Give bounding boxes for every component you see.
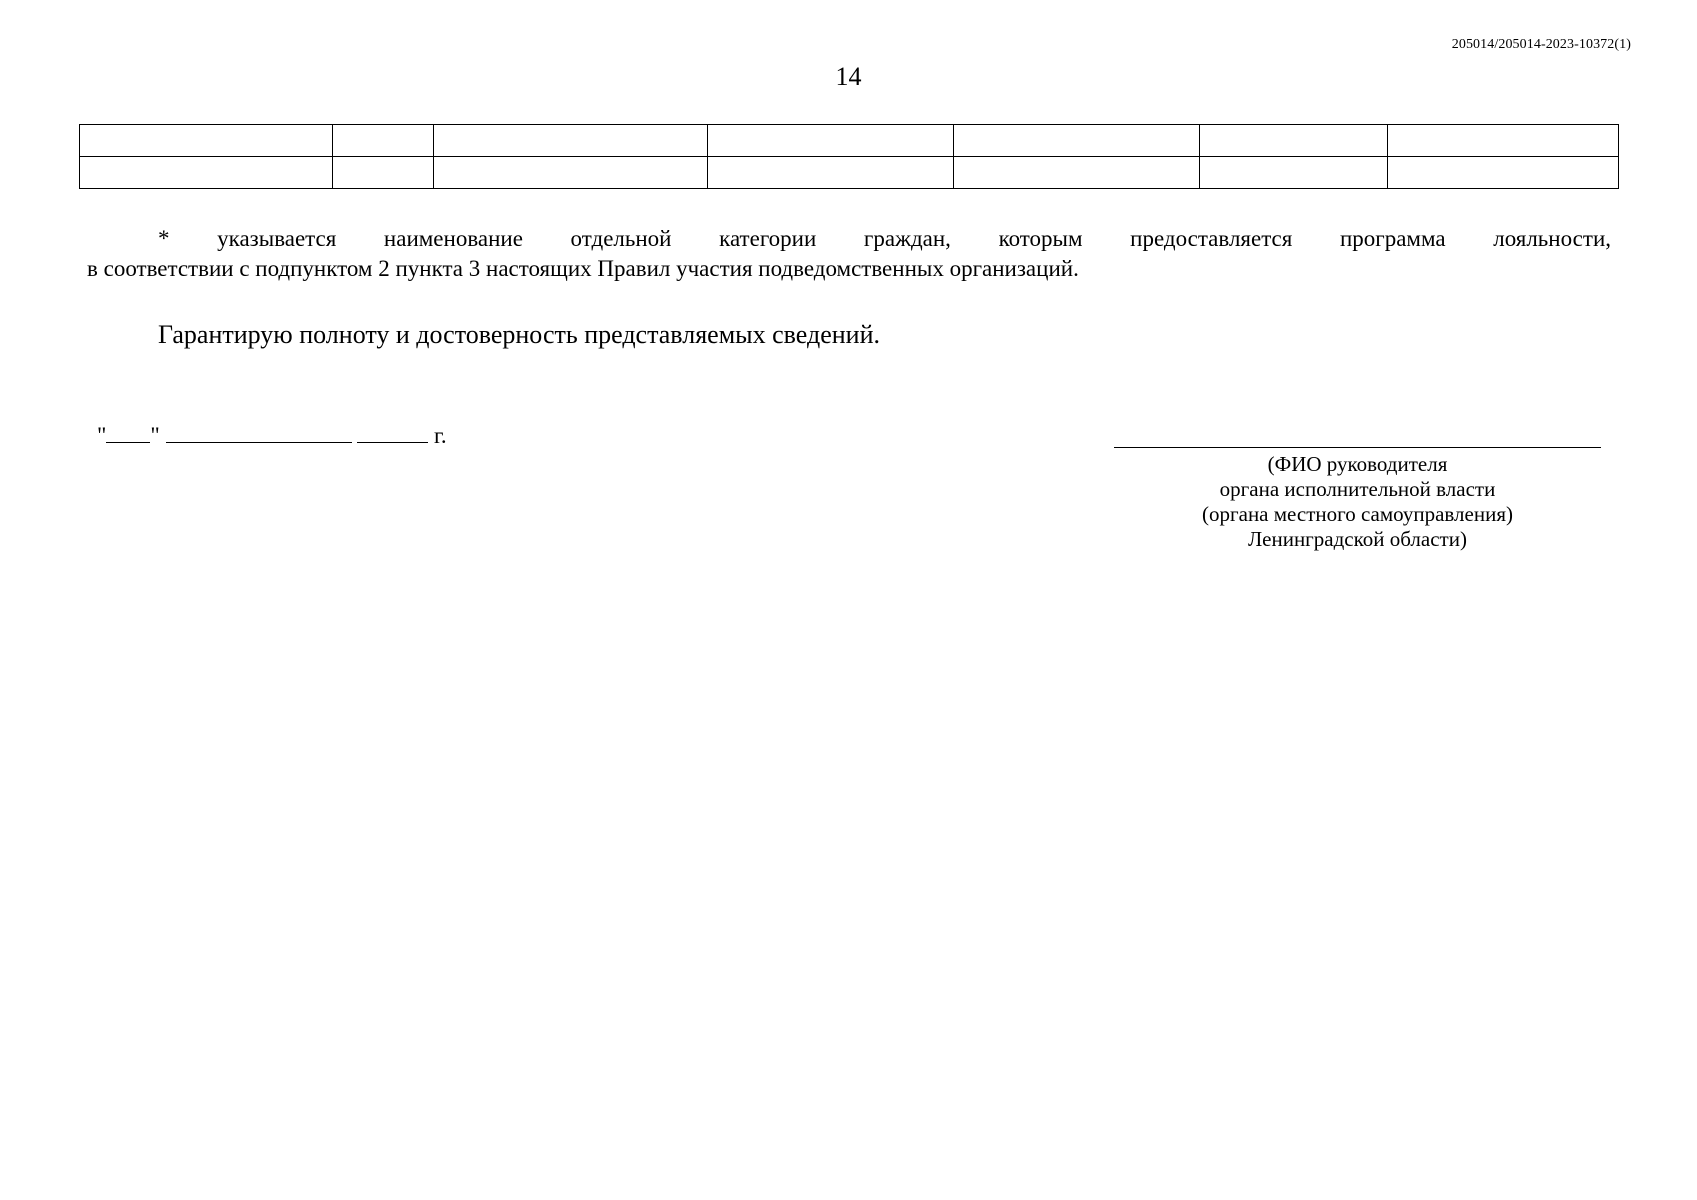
table-cell bbox=[434, 157, 708, 189]
signature-caption-line: органа исполнительной власти bbox=[1219, 477, 1496, 501]
signature-caption-line: (ФИО руководителя bbox=[1267, 452, 1448, 476]
date-open-quote: " bbox=[97, 423, 107, 448]
table-cell bbox=[708, 125, 954, 157]
date-field bbox=[97, 420, 447, 449]
day-blank bbox=[106, 420, 150, 443]
data-table bbox=[79, 124, 1619, 189]
table-cell bbox=[954, 125, 1200, 157]
signature-caption-line: (органа местного самоуправления) bbox=[1202, 502, 1513, 526]
page-number: 14 bbox=[835, 62, 862, 91]
table-cell bbox=[434, 125, 708, 157]
table-cell bbox=[333, 125, 434, 157]
guarantee-statement: Гарантирую полноту и достоверность представляемых сведений. bbox=[158, 320, 881, 349]
date-close-quote: " bbox=[150, 423, 160, 448]
table-cell bbox=[80, 157, 333, 189]
table-row bbox=[80, 125, 1619, 157]
signature-caption-line: Ленинградской области) bbox=[1248, 527, 1467, 551]
document-id: 205014/205014-2023-10372(1) bbox=[1451, 37, 1631, 52]
signature-line bbox=[1114, 447, 1601, 448]
table-cell bbox=[708, 157, 954, 189]
table-cell bbox=[1200, 157, 1388, 189]
year-suffix: г. bbox=[434, 423, 447, 448]
table-cell bbox=[80, 125, 333, 157]
footnote-line-1: * указывается наименование отдельной категории граждан, которым предоставляется программа лояльности, bbox=[158, 226, 1611, 251]
table-cell bbox=[954, 157, 1200, 189]
table-cell bbox=[1388, 157, 1619, 189]
signature-caption bbox=[1114, 452, 1601, 552]
year-blank bbox=[357, 420, 428, 443]
table-cell bbox=[1200, 125, 1388, 157]
month-blank bbox=[166, 420, 352, 443]
footnote bbox=[87, 224, 1611, 284]
table-cell bbox=[1388, 125, 1619, 157]
table-cell bbox=[333, 157, 434, 189]
footnote-line-2: в соответствии с подпунктом 2 пункта 3 настоящих Правил участия подведомственных организаций. bbox=[87, 256, 1079, 281]
table-row bbox=[80, 157, 1619, 189]
